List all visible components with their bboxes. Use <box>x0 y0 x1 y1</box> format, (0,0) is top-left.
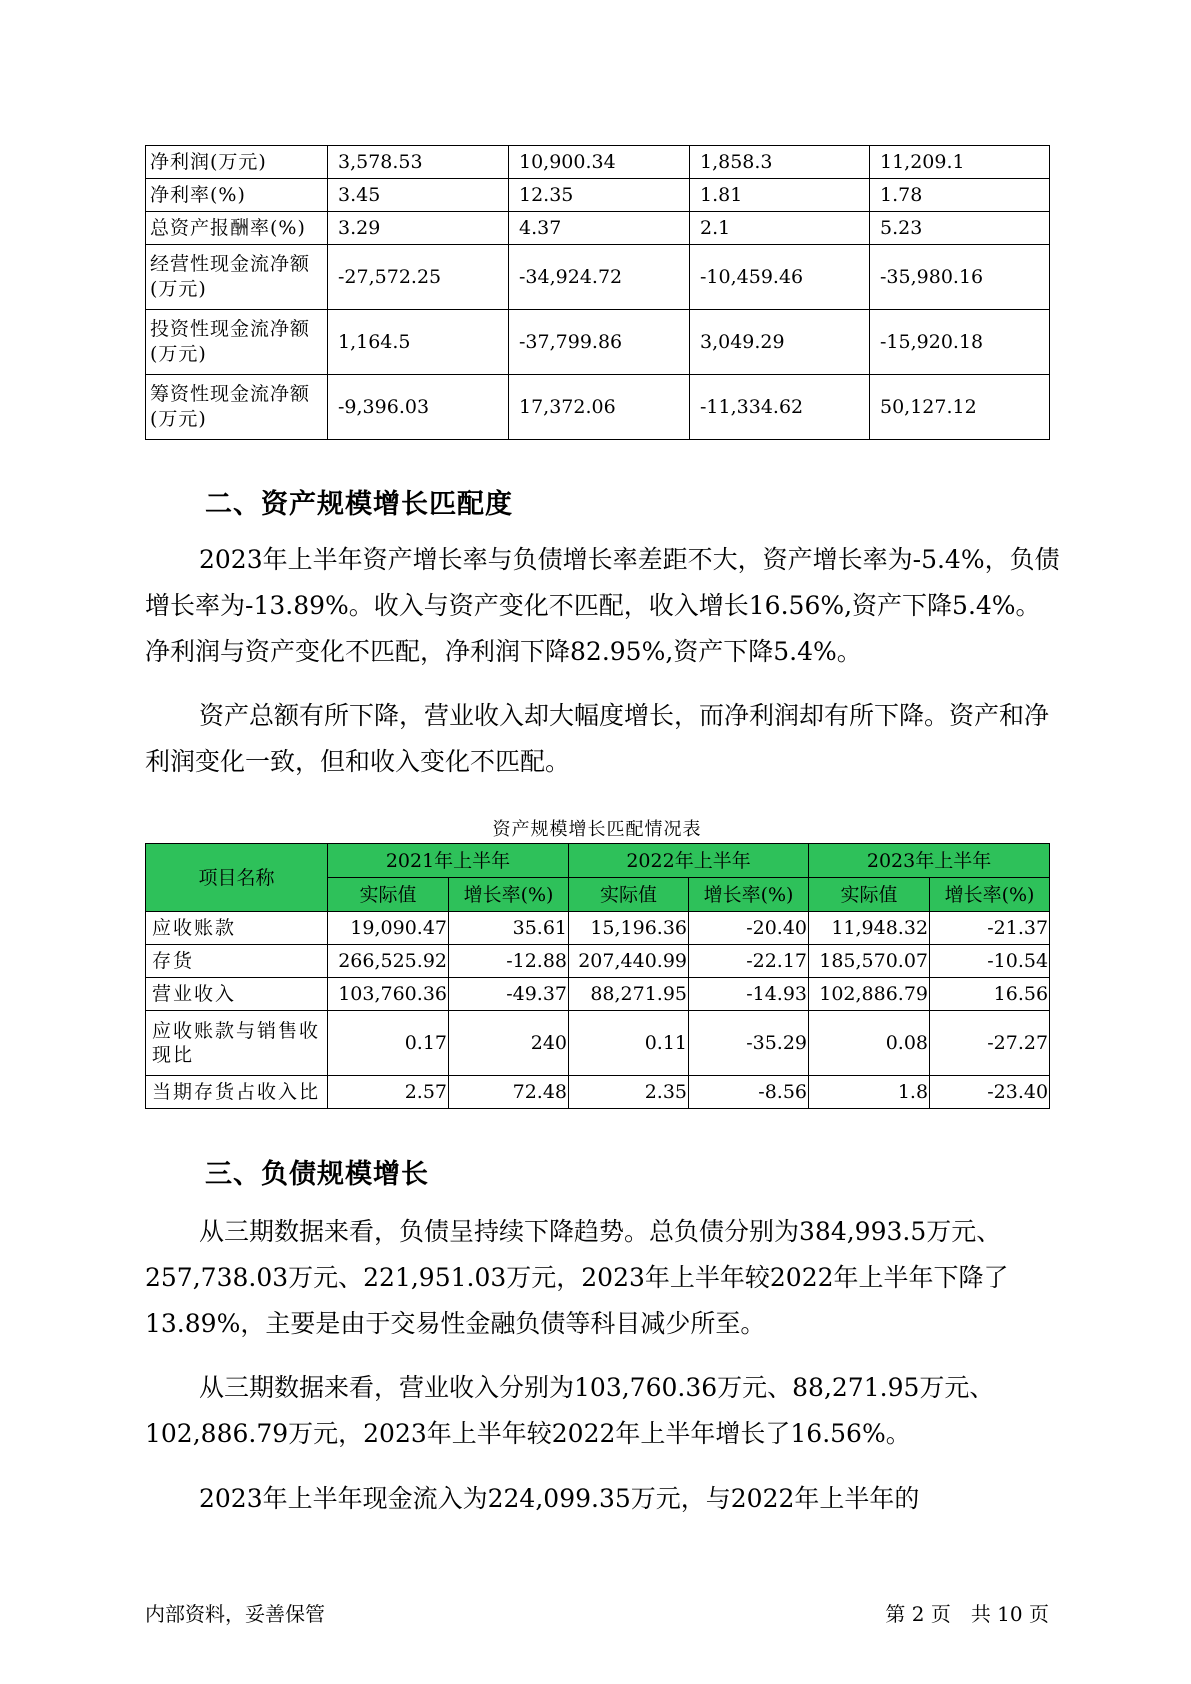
row-label: 投资性现金流净额(万元) <box>146 310 328 375</box>
header-item-name: 项目名称 <box>146 844 328 912</box>
table-cell: 3.29 <box>328 212 509 245</box>
table-cell: 102,886.79 <box>809 978 930 1011</box>
table-row <box>146 146 1050 179</box>
table-cell: 1.8 <box>809 1076 930 1109</box>
table-cell: 10,900.34 <box>509 146 690 179</box>
table-cell: 50,127.12 <box>870 375 1050 440</box>
row-label: 净利润(万元) <box>146 146 328 179</box>
table-cell: 11,209.1 <box>870 146 1050 179</box>
table-cell: 12.35 <box>509 179 690 212</box>
row-label: 营业收入 <box>146 978 328 1011</box>
table-cell: 17,372.06 <box>509 375 690 440</box>
table-row <box>146 912 1050 945</box>
header-growth: 增长率(%) <box>930 878 1050 912</box>
row-label: 应收账款与销售收现比 <box>146 1011 328 1076</box>
header-actual: 实际值 <box>569 878 689 912</box>
table-row <box>146 978 1050 1011</box>
table-row <box>146 245 1050 310</box>
table-cell: -12.88 <box>449 945 569 978</box>
header-growth: 增长率(%) <box>689 878 809 912</box>
table-cell: 3,049.29 <box>690 310 870 375</box>
table-cell: 207,440.99 <box>569 945 689 978</box>
table-row <box>146 310 1050 375</box>
row-label: 经营性现金流净额(万元) <box>146 245 328 310</box>
table-cell: 266,525.92 <box>328 945 449 978</box>
table-cell: 1.81 <box>690 179 870 212</box>
table-row <box>146 1011 1050 1076</box>
table-cell: -8.56 <box>689 1076 809 1109</box>
table-cell: -37,799.86 <box>509 310 690 375</box>
table-cell: -35.29 <box>689 1011 809 1076</box>
header-period: 2021年上半年 <box>328 844 569 878</box>
asset-scale-match-table <box>145 843 1050 1109</box>
row-label: 筹资性现金流净额(万元) <box>146 375 328 440</box>
table-caption: 资产规模增长匹配情况表 <box>492 819 702 840</box>
paragraph: 资产总额有所下降，营业收入却大幅度增长，而净利润却有所下降。资产和净利润变化一致，但和收入变化不匹配。 <box>145 701 1050 776</box>
table-cell: -9,396.03 <box>328 375 509 440</box>
table-cell: 15,196.36 <box>569 912 689 945</box>
row-label: 当期存货占收入比 <box>146 1076 328 1109</box>
table-cell: 1.78 <box>870 179 1050 212</box>
paragraph: 2023年上半年现金流入为224,099.35万元，与2022年上半年的 <box>199 1484 920 1513</box>
table-cell: -11,334.62 <box>690 375 870 440</box>
footer-page-number: 第 2 页 共 10 页 <box>885 1602 1049 1626</box>
table-cell: 2.57 <box>328 1076 449 1109</box>
table-cell: -14.93 <box>689 978 809 1011</box>
table-cell: 240 <box>449 1011 569 1076</box>
table-cell: -27,572.25 <box>328 245 509 310</box>
table-cell: 19,090.47 <box>328 912 449 945</box>
table-cell: 0.11 <box>569 1011 689 1076</box>
section-heading-liability-scale: 三、负债规模增长 <box>205 1159 429 1190</box>
table-cell: 5.23 <box>870 212 1050 245</box>
table-cell: -20.40 <box>689 912 809 945</box>
table-cell: -35,980.16 <box>870 245 1050 310</box>
paragraph: 从三期数据来看，负债呈持续下降趋势。总负债分别为384,993.5万元、257,738.03万元、221,951.03万元，2023年上半年较2022年上半年下降了13.89%，主要是由于交易性金融负债等科目减少所至。 <box>145 1217 1009 1338</box>
table-header-row <box>146 844 1050 878</box>
table-cell: 103,760.36 <box>328 978 449 1011</box>
header-growth: 增长率(%) <box>449 878 569 912</box>
table-cell: -22.17 <box>689 945 809 978</box>
table-cell: 72.48 <box>449 1076 569 1109</box>
table-cell: -21.37 <box>930 912 1050 945</box>
header-period: 2023年上半年 <box>809 844 1050 878</box>
section-heading-asset-scale: 二、资产规模增长匹配度 <box>205 489 513 520</box>
table-row <box>146 212 1050 245</box>
table-cell: -34,924.72 <box>509 245 690 310</box>
table-cell: 0.17 <box>328 1011 449 1076</box>
table-row <box>146 945 1050 978</box>
table-cell: -23.40 <box>930 1076 1050 1109</box>
table-cell: 3,578.53 <box>328 146 509 179</box>
table-cell: 11,948.32 <box>809 912 930 945</box>
table-cell: 3.45 <box>328 179 509 212</box>
financial-indicators-table <box>145 145 1050 440</box>
header-actual: 实际值 <box>809 878 930 912</box>
table-cell: 4.37 <box>509 212 690 245</box>
table-cell: -10,459.46 <box>690 245 870 310</box>
header-actual: 实际值 <box>328 878 449 912</box>
row-label: 净利率(%) <box>146 179 328 212</box>
paragraph: 2023年上半年资产增长率与负债增长率差距不大，资产增长率为-5.4%，负债增长率为-13.89%。收入与资产变化不匹配，收入增长16.56%,资产下降5.4%。净利润与资产变化不匹配，净利润下降82.95%,资产下降5.4%。 <box>145 545 1060 666</box>
table-cell: 185,570.07 <box>809 945 930 978</box>
table-cell: 16.56 <box>930 978 1050 1011</box>
table-cell: 0.08 <box>809 1011 930 1076</box>
table-cell: 88,271.95 <box>569 978 689 1011</box>
table-cell: -15,920.18 <box>870 310 1050 375</box>
row-label: 总资产报酬率(%) <box>146 212 328 245</box>
table-cell: 35.61 <box>449 912 569 945</box>
table-cell: -49.37 <box>449 978 569 1011</box>
table-row <box>146 375 1050 440</box>
row-label: 应收账款 <box>146 912 328 945</box>
table-row <box>146 1076 1050 1109</box>
table-cell: 1,164.5 <box>328 310 509 375</box>
row-label: 存货 <box>146 945 328 978</box>
header-period: 2022年上半年 <box>569 844 809 878</box>
paragraph: 从三期数据来看，营业收入分别为103,760.36万元、88,271.95万元、102,886.79万元，2023年上半年较2022年上半年增长了16.56%。 <box>145 1373 995 1448</box>
table-cell: 2.35 <box>569 1076 689 1109</box>
table-cell: 1,858.3 <box>690 146 870 179</box>
table-cell: 2.1 <box>690 212 870 245</box>
table-row <box>146 179 1050 212</box>
footer-confidential-note: 内部资料，妥善保管 <box>145 1602 325 1626</box>
table-cell: -10.54 <box>930 945 1050 978</box>
table-cell: -27.27 <box>930 1011 1050 1076</box>
